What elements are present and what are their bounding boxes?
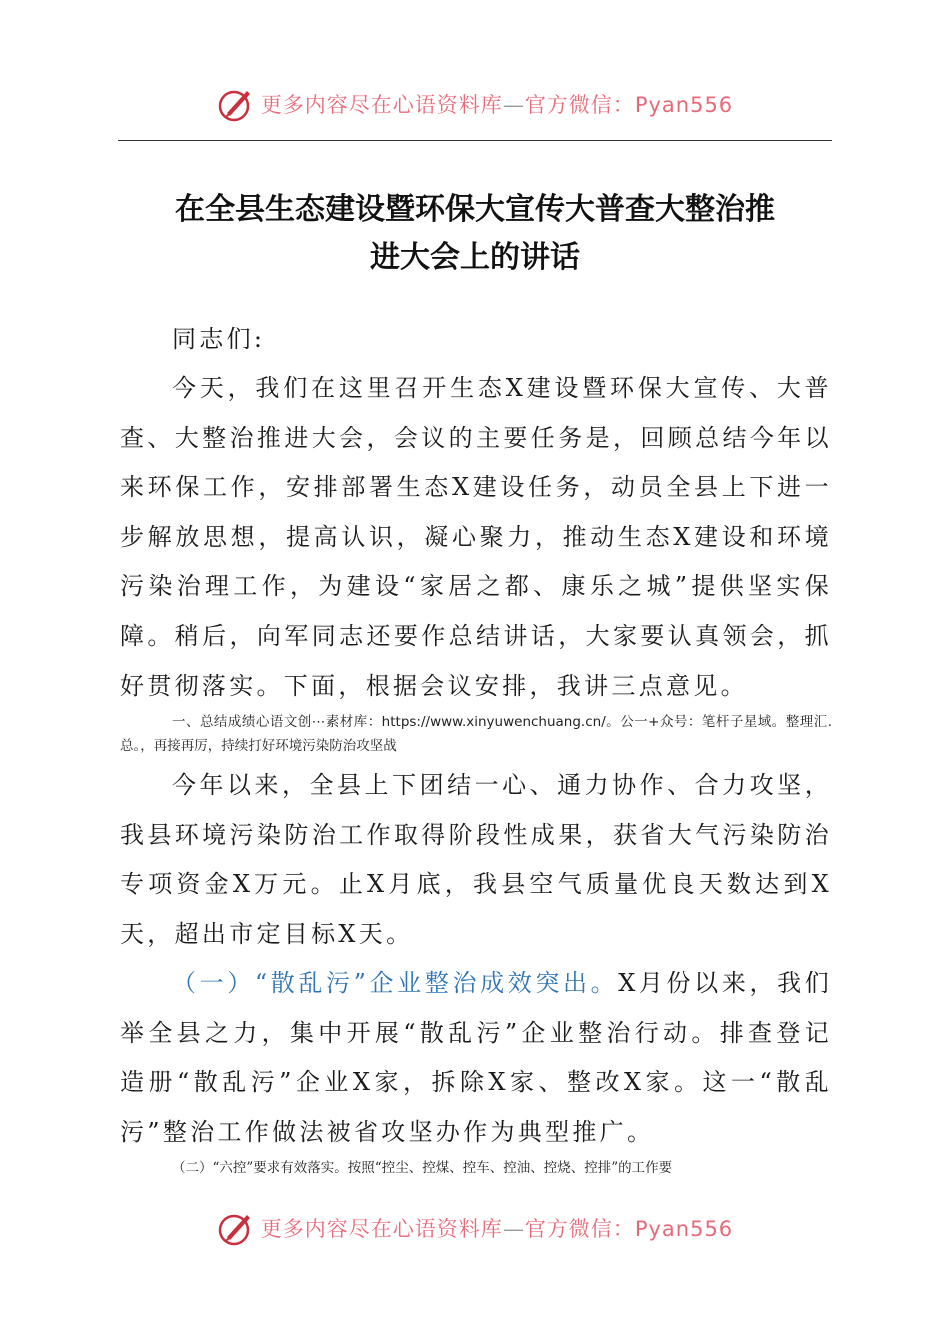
quill-pen-icon	[217, 1209, 255, 1247]
footer-banner	[0, 1198, 950, 1258]
subsection-2-note: （二）“六控”要求有效落实。按照“控尘、控煤、控车、控油、控烧、控排”的工作要	[172, 1160, 673, 1176]
subsection-1-body: X月份以来，我们举全县之力，集中开展“散乱污”企业整治行动。排查登记造册“散乱污”企业X家，拆除X家、整改X家。这一“散乱污”整治工作做法被省攻坚办作为典型推广。	[120, 969, 832, 1146]
banner-text: 更多内容尽在心语资料库—官方微信：Pyan556	[260, 1217, 734, 1241]
section-heading-note: 一、总结成绩心语文创⋯素材库：https://www.xinyuwenchuang.cn/。公一+众号：笔杆子星域。整理汇.总。，再接再厉，持续打好环境污染防治攻坚战	[120, 714, 832, 754]
subsection-1-heading: （一）“散乱污”企业整治成效突出。	[172, 969, 619, 997]
header-banner	[0, 74, 950, 134]
banner-text: 更多内容尽在心语资料库—官方微信：Pyan556	[260, 93, 734, 117]
quill-pen-icon	[217, 85, 255, 123]
header-rule	[118, 140, 832, 141]
salutation: 同志们:	[172, 325, 266, 353]
document-title: 在全县生态建设暨环保大宣传大普查大整治推 进大会上的讲话	[175, 192, 775, 275]
paragraph-achievements: 今年以来，全县上下团结一心、通力协作、合力攻坚，我县环境污染防治工作取得阶段性成果，获省大气污染防治专项资金X万元。止X月底，我县空气质量优良天数达到X天，超出市定目标X天。	[120, 771, 832, 948]
paragraph-intro: 今天，我们在这里召开生态X建设暨环保大宣传、大普查、大整治推进大会，会议的主要任务是，回顾总结今年以来环保工作，安排部署生态X建设任务，动员全县上下进一步解放思想，提高认识，凝心聚力，推动生态X建设和环境污染治理工作，为建设“家居之都、康乐之城”提供坚实保障。稍后，向军同志还要作总结讲话，大家要认真领会，抓好贯彻落实。下面，根据会议安排，我讲三点意见。	[120, 374, 832, 700]
subsection-1	[120, 959, 832, 1157]
